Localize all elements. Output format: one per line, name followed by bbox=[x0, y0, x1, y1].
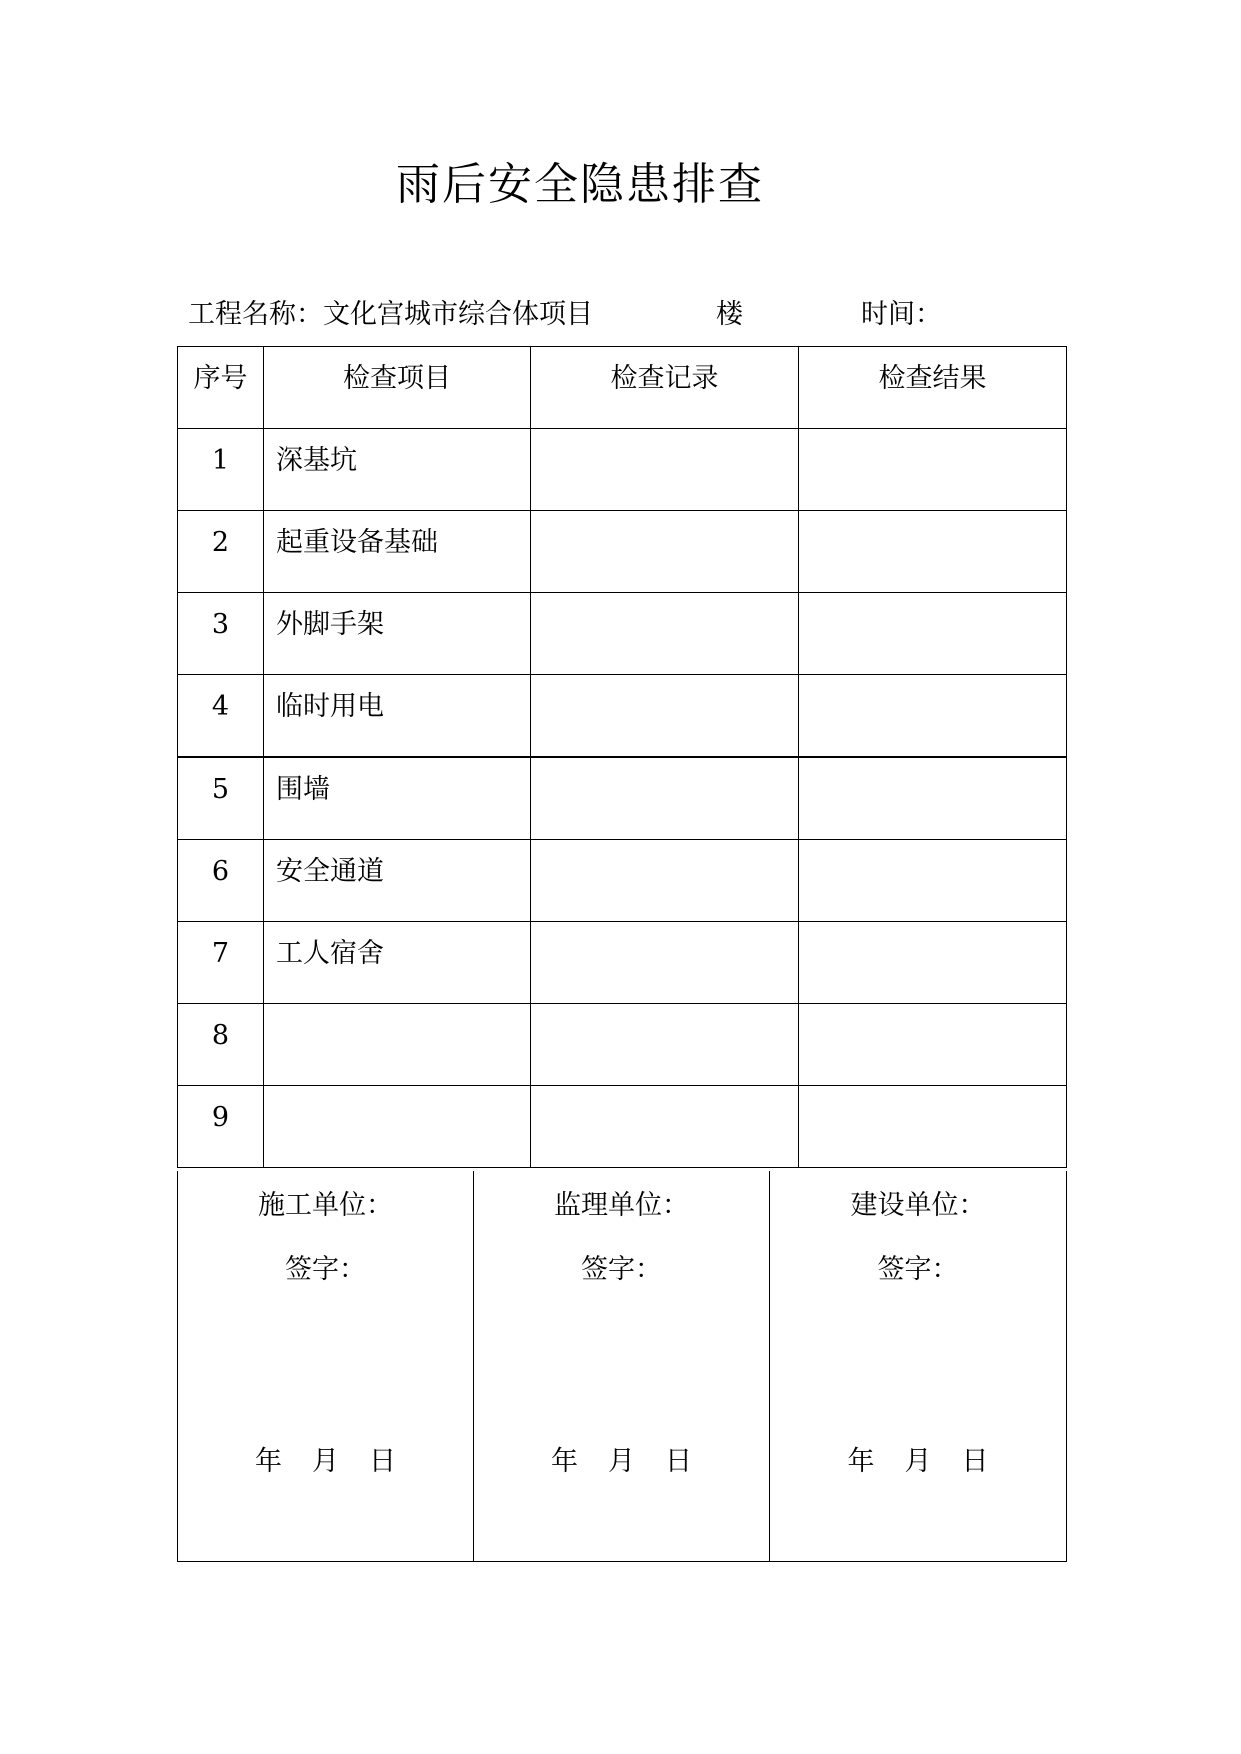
table-row bbox=[178, 1004, 1067, 1086]
year-label: 年 bbox=[255, 1446, 282, 1477]
signature-block-supervision[interactable] bbox=[474, 1171, 770, 1562]
signature-row bbox=[178, 1171, 1067, 1562]
inspection-item: 安全通道 bbox=[264, 840, 531, 922]
record-cell[interactable] bbox=[531, 675, 799, 758]
construction-unit-label: 施工单位： bbox=[258, 1190, 393, 1221]
signature-block-construction[interactable] bbox=[178, 1171, 474, 1562]
table-row bbox=[178, 511, 1067, 593]
result-cell[interactable] bbox=[799, 593, 1067, 675]
result-cell[interactable] bbox=[799, 757, 1067, 840]
inspection-item: 临时用电 bbox=[264, 675, 531, 758]
result-cell[interactable] bbox=[799, 1086, 1067, 1168]
signature-label: 签字： bbox=[581, 1254, 662, 1285]
inspection-item: 围墙 bbox=[264, 757, 531, 840]
table-row bbox=[178, 593, 1067, 675]
result-cell[interactable] bbox=[799, 1004, 1067, 1086]
record-cell[interactable] bbox=[531, 1004, 799, 1086]
header-no: 序号 bbox=[178, 347, 264, 429]
record-cell[interactable] bbox=[531, 757, 799, 840]
building-label: 楼 bbox=[716, 299, 743, 330]
inspection-item: 外脚手架 bbox=[264, 593, 531, 675]
month-label: 月 bbox=[904, 1446, 932, 1477]
signature-label: 签字： bbox=[877, 1254, 959, 1285]
record-cell[interactable] bbox=[531, 511, 799, 593]
date-line bbox=[474, 1443, 769, 1481]
day-label: 日 bbox=[961, 1446, 989, 1477]
signature-table bbox=[177, 1171, 1067, 1562]
result-cell[interactable] bbox=[799, 511, 1067, 593]
row-number: 3 bbox=[178, 593, 264, 675]
inspection-item[interactable] bbox=[264, 1004, 531, 1086]
table-row bbox=[178, 429, 1067, 511]
table-header-row bbox=[178, 347, 1067, 429]
result-cell[interactable] bbox=[799, 675, 1067, 758]
day-label: 日 bbox=[665, 1446, 692, 1477]
table-row bbox=[178, 922, 1067, 1004]
inspection-table bbox=[177, 346, 1067, 1168]
result-cell[interactable] bbox=[799, 840, 1067, 922]
record-cell[interactable] bbox=[531, 922, 799, 1004]
row-number: 2 bbox=[178, 511, 264, 593]
row-number: 8 bbox=[178, 1004, 264, 1086]
record-cell[interactable] bbox=[531, 840, 799, 922]
month-label: 月 bbox=[312, 1446, 339, 1477]
table-row bbox=[178, 675, 1067, 758]
table-row bbox=[178, 840, 1067, 922]
date-line bbox=[178, 1443, 473, 1481]
record-cell[interactable] bbox=[531, 593, 799, 675]
row-number: 1 bbox=[178, 429, 264, 511]
year-label: 年 bbox=[847, 1446, 875, 1477]
row-number: 9 bbox=[178, 1086, 264, 1168]
row-number: 4 bbox=[178, 675, 264, 758]
inspection-item: 工人宿舍 bbox=[264, 922, 531, 1004]
row-number: 5 bbox=[178, 757, 264, 840]
year-label: 年 bbox=[551, 1446, 578, 1477]
header-result: 检查结果 bbox=[799, 347, 1067, 429]
row-number: 6 bbox=[178, 840, 264, 922]
inspection-item: 深基坑 bbox=[264, 429, 531, 511]
record-cell[interactable] bbox=[531, 429, 799, 511]
signature-label: 签字： bbox=[285, 1254, 366, 1285]
table-row bbox=[178, 757, 1067, 840]
document-title: 雨后安全隐患排查 bbox=[396, 159, 764, 210]
time-label: 时间： bbox=[861, 299, 942, 330]
record-cell[interactable] bbox=[531, 1086, 799, 1168]
signature-block-owner[interactable] bbox=[770, 1171, 1067, 1562]
month-label: 月 bbox=[608, 1446, 635, 1477]
day-label: 日 bbox=[369, 1446, 396, 1477]
inspection-item: 起重设备基础 bbox=[264, 511, 531, 593]
owner-unit-label: 建设单位： bbox=[850, 1190, 986, 1221]
table-row bbox=[178, 1086, 1067, 1168]
header-record: 检查记录 bbox=[531, 347, 799, 429]
row-number: 7 bbox=[178, 922, 264, 1004]
supervision-unit-label: 监理单位： bbox=[554, 1190, 689, 1221]
header-item: 检查项目 bbox=[264, 347, 531, 429]
inspection-item[interactable] bbox=[264, 1086, 531, 1168]
result-cell[interactable] bbox=[799, 922, 1067, 1004]
result-cell[interactable] bbox=[799, 429, 1067, 511]
date-line bbox=[770, 1443, 1066, 1481]
project-name-label: 工程名称：文化宫城市综合体项目 bbox=[188, 299, 593, 330]
